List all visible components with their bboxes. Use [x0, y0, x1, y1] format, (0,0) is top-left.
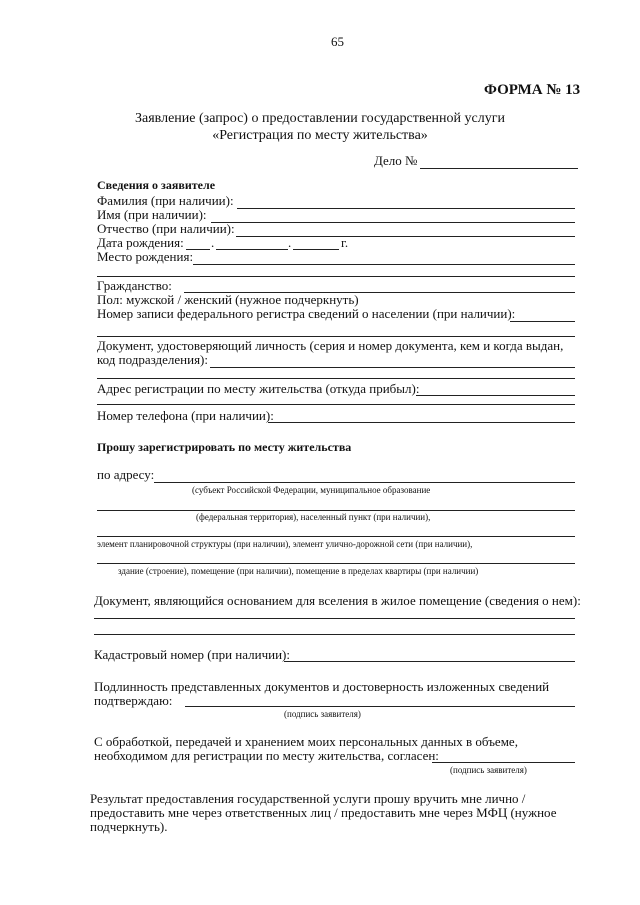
basis-document-field-line1[interactable] [94, 618, 575, 619]
result-delivery-text-line1: Результат предоставления государственной услуги прошу вручить мне лично / [90, 791, 526, 806]
authenticity-text-line1: Подлинность представленных документов и достоверность изложенных сведений [94, 679, 550, 694]
consent-signature-field[interactable] [432, 762, 575, 763]
surname-label: Фамилия (при наличии): [97, 193, 234, 208]
address-hint-1: (субъект Российской Федерации, муниципальное образование [192, 485, 431, 495]
name-label: Имя (при наличии): [97, 207, 207, 222]
address-hint-2: (федеральная территория), населенный пункт (при наличии), [196, 512, 431, 522]
birthplace-field-continued[interactable] [97, 276, 575, 277]
sex-label: Пол: мужской / женский (нужное подчеркнуть) [97, 292, 359, 307]
result-delivery-text-line3: подчеркнуть). [90, 819, 168, 834]
registry-number-label: Номер записи федерального регистра сведений о населении (при наличии): [97, 306, 516, 321]
consent-text-line1: С обработкой, передачей и хранением моих персональных данных в объеме, [94, 734, 518, 749]
address-hint-4: здание (строение), помещение (при наличии), помещение в пределах квартиры (при наличии) [118, 566, 479, 576]
consent-text-line2: необходимом для регистрации по месту жительства, согласен: [94, 748, 439, 763]
patronymic-field[interactable] [236, 236, 575, 237]
address-field-line2[interactable] [97, 510, 575, 511]
previous-address-label: Адрес регистрации по месту жительства (откуда прибыл): [97, 381, 420, 396]
phone-label: Номер телефона (при наличии): [97, 408, 274, 423]
applicant-heading: Сведения о заявителе [97, 178, 216, 192]
address-field-line3[interactable] [97, 536, 575, 537]
birthdate-separator-1: . [211, 235, 215, 250]
basis-document-label: Документ, являющийся основанием для вселения в жилое помещение (сведения о нем): [94, 593, 581, 608]
case-number-field[interactable] [420, 168, 578, 169]
authenticity-signature-field[interactable] [185, 706, 575, 707]
form-title-line1: Заявление (запрос) о предоставлении государственной услуги [135, 111, 505, 126]
registry-number-field[interactable] [510, 321, 575, 322]
birthplace-field[interactable] [193, 264, 575, 265]
address-field-line4[interactable] [97, 563, 575, 564]
case-number-label: Дело № [374, 153, 418, 168]
result-delivery-text-line2: предоставить мне через ответственных лиц / предоставить мне через МФЦ (нужное [90, 805, 557, 820]
birthdate-separator-2: . [288, 235, 292, 250]
citizenship-label: Гражданство: [97, 278, 172, 293]
registry-number-field-continued[interactable] [97, 336, 575, 337]
form-label: ФОРМА № 13 [484, 82, 581, 98]
address-field-line1[interactable] [154, 482, 575, 483]
name-field[interactable] [211, 222, 575, 223]
authenticity-text-line2: подтверждаю: [94, 693, 173, 708]
cadastral-number-label: Кадастровый номер (при наличии): [94, 647, 290, 662]
surname-field[interactable] [237, 208, 575, 209]
identity-document-label-line1: Документ, удостоверяющий личность (серия и номер документа, кем и когда выдан, [97, 338, 564, 353]
form-title-line2: «Регистрация по месту жительства» [212, 128, 428, 143]
birthdate-label: Дата рождения: [97, 235, 184, 250]
phone-field[interactable] [268, 422, 575, 423]
page-number: 65 [331, 34, 344, 49]
basis-document-field-line2[interactable] [94, 634, 575, 635]
cadastral-number-field[interactable] [284, 661, 575, 662]
signature-hint-1: (подпись заявителя) [284, 709, 361, 719]
previous-address-field-continued[interactable] [97, 404, 575, 405]
identity-document-field-continued[interactable] [97, 378, 575, 379]
identity-document-label-line2: код подразделения): [97, 352, 208, 367]
birthdate-month-field[interactable] [216, 249, 288, 250]
patronymic-label: Отчество (при наличии): [97, 221, 235, 236]
identity-document-field[interactable] [210, 367, 575, 368]
birthdate-year-field[interactable] [293, 249, 339, 250]
request-heading: Прошу зарегистрировать по месту жительства [97, 440, 352, 454]
signature-hint-2: (подпись заявителя) [450, 765, 527, 775]
birthplace-label: Место рождения: [97, 249, 194, 264]
previous-address-field[interactable] [416, 395, 575, 396]
birthdate-suffix: г. [341, 235, 349, 250]
address-hint-3: элемент планировочной структуры (при наличии), элемент улично-дорожной сети (при наличии), [97, 539, 473, 549]
address-label: по адресу: [97, 467, 155, 482]
